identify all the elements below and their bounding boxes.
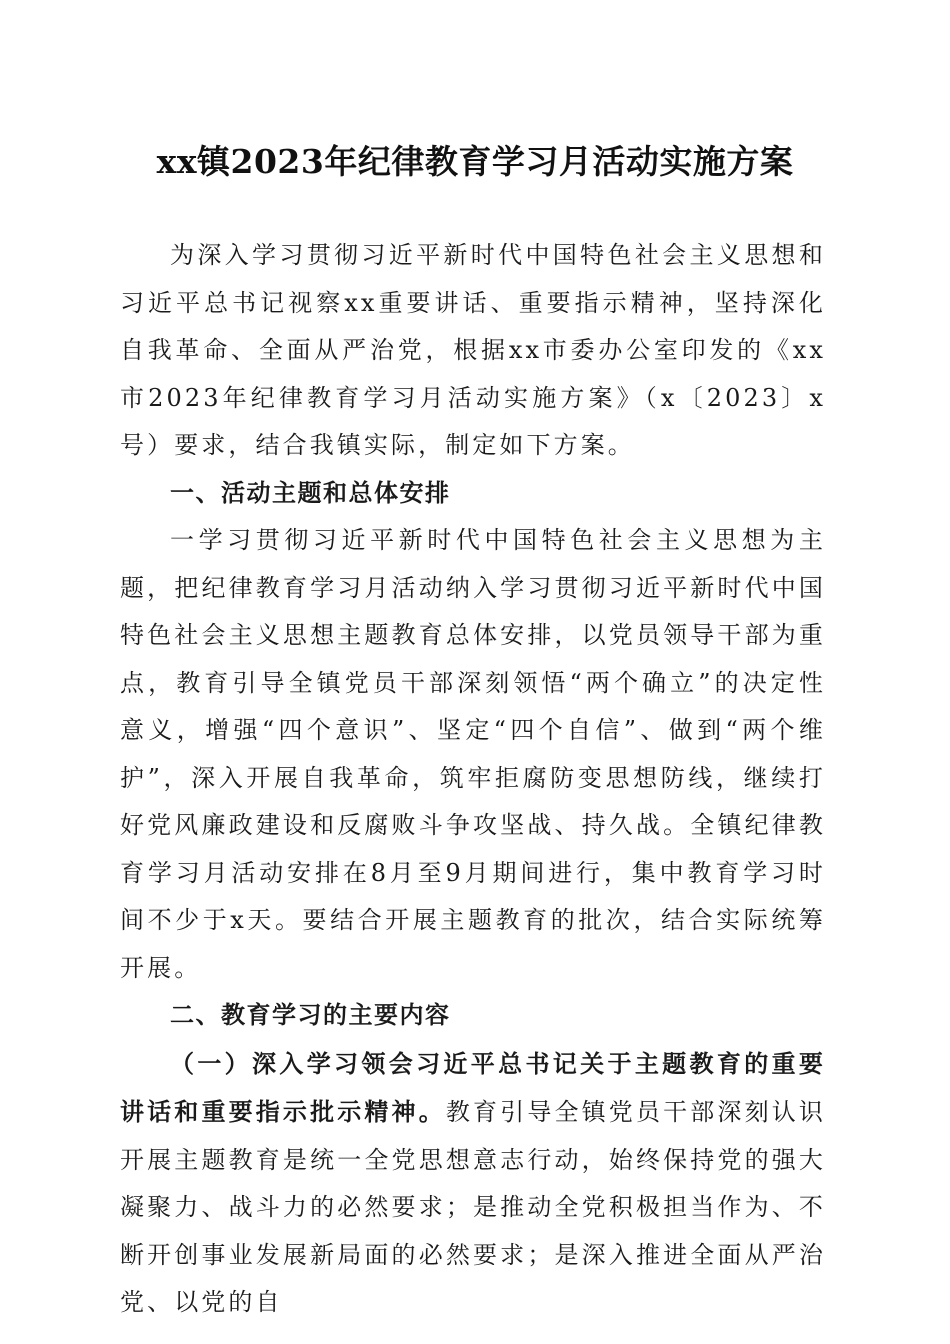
section-2-paragraph: [120, 1040, 826, 1327]
intro-paragraph: 为深入学习贯彻习近平新时代中国特色社会主义思想和习近平总书记视察xx重要讲话、重要指示精神，坚持深化自我革命、全面从严治党，根据xx市委办公室印发的《xx市2023年纪律教育学习月活动实施方案》（x〔2023〕x号）要求，结合我镇实际，制定如下方案。: [120, 241, 826, 459]
section-1-heading: 一、活动主题和总体安排: [170, 478, 451, 507]
section-2-heading: 二、教育学习的主要内容: [170, 1001, 451, 1029]
document-title: xx镇2023年纪律教育学习月活动实施方案: [156, 142, 794, 181]
document-body: [120, 232, 826, 1327]
subsection-1-text: 教育引导全镇党员干部深刻认识开展主题教育是统一全党思想意志行动，始终保持党的强大凝聚力、战斗力的必然要求；是推动全党积极担当作为、不断开创事业发展新局面的必然要求；是深入推进全面从严治党、以党的自: [120, 1098, 826, 1316]
subsection-1-lead: （一）深入学习领会习近平总书记关于主题教育的重要讲话和重要指示批示精神。: [120, 1048, 826, 1126]
section-1-paragraph: 一学习贯彻习近平新时代中国特色社会主义思想为主题，把纪律教育学习月活动纳入学习贯彻习近平新时代中国特色社会主义思想主题教育总体安排，以党员领导干部为重点，教育引导全镇党员干部深刻领悟“两个确立”的决定性意义，增强“四个意识”、坚定“四个自信”、做到“两个维护”，深入开展自我革命，筑牢拒腐防变思想防线，继续打好党风廉政建设和反腐败斗争攻坚战、持久战。全镇纪律教育学习月活动安排在8月至9月期间进行，集中教育学习时间不少于x天。要结合开展主题教育的批次，结合实际统筹开展。: [120, 526, 826, 982]
